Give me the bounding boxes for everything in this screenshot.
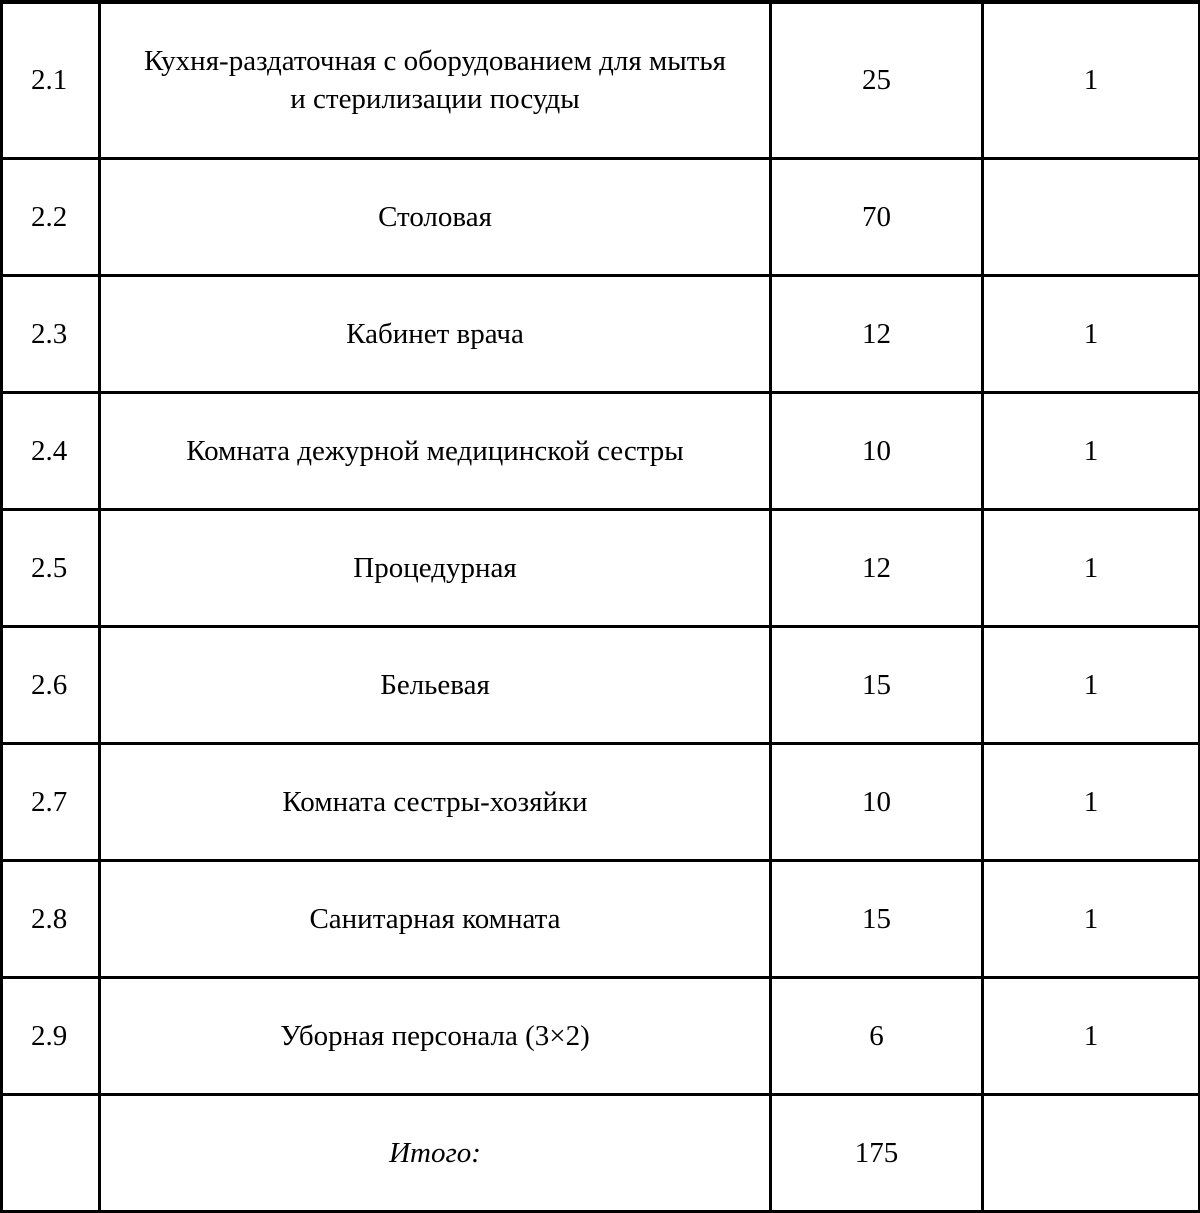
row-number: 2.3 (2, 275, 100, 392)
room-count: 1 (983, 977, 1200, 1094)
room-area: 70 (771, 158, 983, 275)
table-row (2, 158, 1200, 275)
row-number: 2.6 (2, 626, 100, 743)
room-name: Кухня-раздаточная с оборудованием для мытья и стерилизации посуды (100, 2, 771, 158)
room-area: 6 (771, 977, 983, 1094)
row-number: 2.8 (2, 860, 100, 977)
table-row (2, 2, 1200, 158)
table-row (2, 275, 1200, 392)
table-row (2, 509, 1200, 626)
room-area: 15 (771, 626, 983, 743)
room-count: 1 (983, 2, 1200, 158)
room-area: 10 (771, 392, 983, 509)
row-number: 2.9 (2, 977, 100, 1094)
room-name: Комната сестры-хозяйки (100, 743, 771, 860)
room-name: Процедурная (100, 509, 771, 626)
total-count (983, 1094, 1200, 1211)
row-number: 2.1 (2, 2, 100, 158)
room-name: Комната дежурной медицинской сестры (100, 392, 771, 509)
row-number: 2.4 (2, 392, 100, 509)
row-number: 2.5 (2, 509, 100, 626)
room-area: 12 (771, 509, 983, 626)
room-area: 10 (771, 743, 983, 860)
room-count: 1 (983, 860, 1200, 977)
table-row (2, 392, 1200, 509)
room-count (983, 158, 1200, 275)
room-area: 15 (771, 860, 983, 977)
row-number: 2.2 (2, 158, 100, 275)
row-number: 2.7 (2, 743, 100, 860)
room-area: 25 (771, 2, 983, 158)
room-name: Уборная персонала (3×2) (100, 977, 771, 1094)
room-area: 12 (771, 275, 983, 392)
table-row (2, 626, 1200, 743)
total-number (2, 1094, 100, 1211)
room-count: 1 (983, 392, 1200, 509)
room-count: 1 (983, 509, 1200, 626)
table-row (2, 860, 1200, 977)
table-row (2, 743, 1200, 860)
total-label: Итого: (100, 1094, 771, 1211)
total-area: 175 (771, 1094, 983, 1211)
room-name: Столовая (100, 158, 771, 275)
room-name: Бельевая (100, 626, 771, 743)
room-name: Санитарная комната (100, 860, 771, 977)
total-row (2, 1094, 1200, 1211)
table-row (2, 977, 1200, 1094)
room-name: Кабинет врача (100, 275, 771, 392)
room-count: 1 (983, 275, 1200, 392)
room-count: 1 (983, 743, 1200, 860)
room-count: 1 (983, 626, 1200, 743)
